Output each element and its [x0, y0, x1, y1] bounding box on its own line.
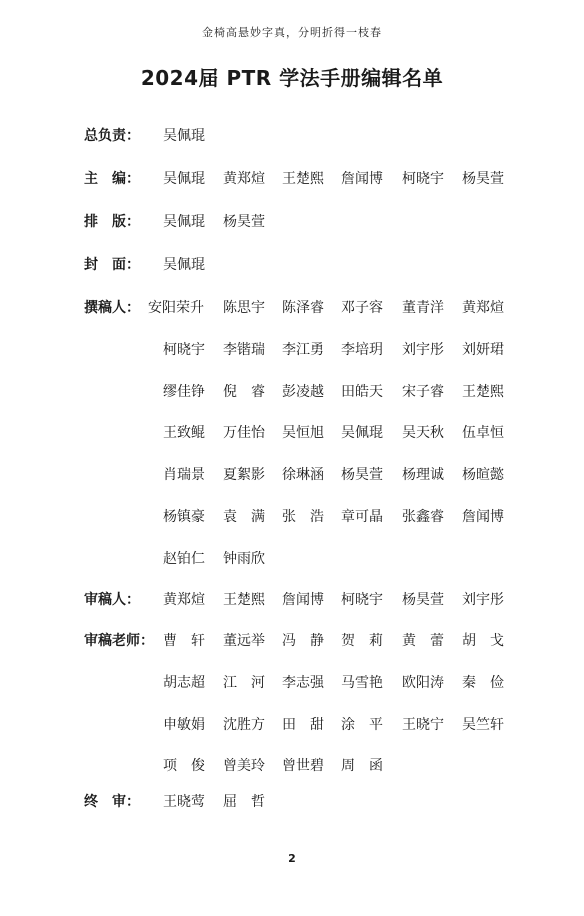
person-name: 柯晓宇	[402, 171, 444, 187]
person-name: 董远举	[223, 633, 265, 649]
person-name: 夏絮影	[223, 467, 265, 484]
person-name: 肖瑞景	[163, 467, 205, 484]
person-name: 吴佩琨	[163, 214, 205, 230]
person-name: 吴佩琨	[163, 257, 205, 273]
person-name: 徐琳涵	[282, 467, 324, 484]
section-label: 封 面：	[84, 257, 140, 273]
person-name: 胡 戈	[462, 633, 504, 649]
person-name: 田皓天	[341, 383, 383, 400]
person-name: 项 俊	[163, 758, 205, 775]
person-name: 张鑫睿	[402, 509, 444, 525]
person-name: 董青洋	[402, 300, 444, 316]
person-name: 曾世碧	[282, 758, 324, 775]
person-name: 王楚熙	[462, 383, 504, 400]
person-name: 杨镇豪	[163, 509, 205, 525]
person-name: 柯晓宇	[163, 341, 205, 358]
person-name: 李锴瑞	[223, 341, 265, 358]
person-name: 杨昊萱	[462, 171, 504, 187]
person-name: 吴恒旭	[282, 425, 324, 442]
person-name: 曹 轩	[163, 633, 205, 649]
person-name: 杨昊萱	[223, 214, 265, 230]
person-name: 彭凌越	[282, 383, 324, 400]
person-name: 欧阳涛	[402, 674, 444, 691]
person-name: 吴佩琨	[163, 128, 205, 144]
person-name: 詹闻博	[341, 171, 383, 187]
page-number: 2	[288, 852, 296, 865]
section-label: 审稿人：	[84, 592, 140, 608]
section-label: 终 审：	[84, 794, 140, 810]
person-name: 杨理诚	[402, 467, 444, 484]
person-name: 王晓莺	[163, 794, 205, 810]
person-name: 王楚熙	[282, 171, 324, 187]
section-label: 排 版：	[84, 214, 140, 230]
person-name: 邓子容	[341, 300, 383, 316]
person-name: 王楚熙	[223, 592, 265, 608]
person-name: 马雪艳	[341, 674, 383, 691]
page-title: 2024届 PTR 学法手册编辑名单	[140, 66, 444, 90]
person-name: 张 浩	[282, 509, 324, 525]
person-name: 吴竺轩	[462, 716, 504, 733]
person-name: 吴佩琨	[163, 171, 205, 187]
section-label: 审稿老师：	[84, 633, 154, 649]
person-name: 杨昊萱	[341, 467, 383, 484]
person-name: 刘妍珺	[462, 341, 504, 358]
person-name: 刘宇彤	[402, 341, 444, 358]
person-name: 李江勇	[282, 341, 324, 358]
person-name: 柯晓宇	[341, 592, 383, 608]
person-name: 袁 满	[223, 509, 265, 525]
person-name: 李培玥	[341, 341, 383, 358]
person-name: 安阳荣升	[148, 300, 204, 316]
person-name: 王晓宁	[402, 716, 444, 733]
section-label: 总负责：	[84, 128, 140, 144]
person-name: 倪 睿	[223, 383, 265, 400]
person-name: 黄郑煊	[462, 300, 504, 316]
person-name: 冯 静	[282, 633, 324, 649]
person-name: 李志强	[282, 674, 324, 691]
person-name: 沈胜方	[223, 716, 265, 733]
section-label: 主 编：	[84, 171, 140, 187]
person-name: 胡志超	[163, 674, 205, 691]
person-name: 詹闻博	[462, 509, 504, 525]
person-name: 王致鲲	[163, 425, 205, 442]
section-label: 撰稿人：	[84, 300, 140, 316]
person-name: 詹闻博	[282, 592, 324, 608]
person-name: 田 甜	[282, 716, 324, 733]
person-name: 杨昊萱	[402, 592, 444, 608]
person-name: 伍卓恒	[462, 425, 504, 442]
person-name: 宋子睿	[402, 383, 444, 400]
person-name: 黄郑煊	[163, 592, 205, 608]
person-name: 钟雨欣	[223, 550, 265, 567]
person-name: 江 河	[223, 674, 265, 691]
person-name: 屈 哲	[223, 794, 265, 810]
person-name: 赵铂仁	[163, 550, 205, 567]
person-name: 吴佩琨	[341, 425, 383, 442]
person-name: 陈思宇	[223, 300, 265, 316]
person-name: 章可晶	[341, 509, 383, 525]
person-name: 杨暄懿	[462, 467, 504, 484]
person-name: 吴天秋	[402, 425, 444, 442]
person-name: 涂 平	[341, 716, 383, 733]
person-name: 秦 俭	[462, 674, 504, 691]
header-motto: 金椅高悬妙字真，分明折得一枝春	[202, 26, 382, 39]
person-name: 贺 莉	[341, 633, 383, 649]
person-name: 黄郑煊	[223, 171, 265, 187]
person-name: 申敏娟	[163, 716, 205, 733]
person-name: 陈泽睿	[282, 300, 324, 316]
person-name: 黄 蕾	[402, 633, 444, 649]
person-name: 曾美玲	[223, 758, 265, 775]
person-name: 刘宇彤	[462, 592, 504, 608]
person-name: 周 函	[341, 758, 383, 775]
person-name: 缪佳铮	[163, 383, 205, 400]
person-name: 万佳怡	[223, 425, 265, 442]
